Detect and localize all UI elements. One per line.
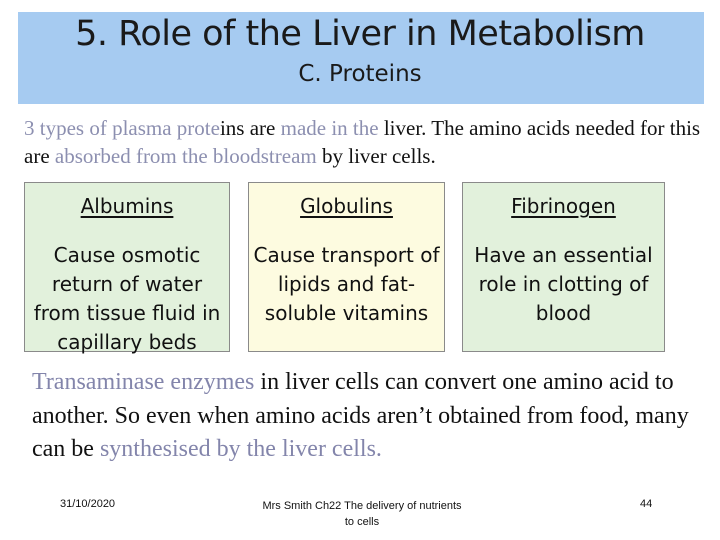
- intro-text-2: ins are: [219, 116, 281, 140]
- slide-title: 5. Role of the Liver in Metabolism: [75, 14, 645, 54]
- footer-author: Mrs Smith Ch22 The delivery of nutrients to cells: [262, 500, 462, 528]
- intro-text: [24, 114, 704, 170]
- slide-subtitle: C. Proteins: [298, 61, 422, 87]
- card-albumins: [24, 182, 230, 352]
- footer-date: 31/10/2020: [60, 498, 116, 510]
- card-heading: Globulins: [300, 194, 393, 218]
- card-text: Cause osmotic return of water from tissue fluid in capillary beds: [33, 243, 221, 354]
- card-text: Cause transport of lipids and fat-soluble vitamins: [253, 243, 440, 325]
- intro-text-3: liver. The amino acids needed for this are: [24, 116, 701, 168]
- intro-highlight-3: absorbed from the bloodstream: [54, 144, 317, 168]
- card-heading: Albumins: [80, 194, 174, 218]
- footer-page-number: 44: [640, 498, 653, 510]
- para-text: in liver cells can convert one amino acid to another. So even when amino acids aren’t obtained from food, many can be: [32, 369, 689, 462]
- intro-highlight-1: 3 types of plasma prote: [24, 116, 220, 140]
- card-text: Have an essential role in clotting of blood: [474, 243, 653, 325]
- para-highlight-2: synthesised by the liver cells.: [99, 436, 382, 462]
- card-globulins: [248, 182, 445, 352]
- body-paragraph: [32, 366, 692, 467]
- intro-highlight-2: made in the: [280, 116, 379, 140]
- intro-text-4: by liver cells.: [316, 144, 436, 168]
- card-heading: Fibrinogen: [511, 194, 616, 218]
- card-fibrinogen: [462, 182, 665, 352]
- para-highlight-1: Transaminase enzymes: [32, 369, 255, 395]
